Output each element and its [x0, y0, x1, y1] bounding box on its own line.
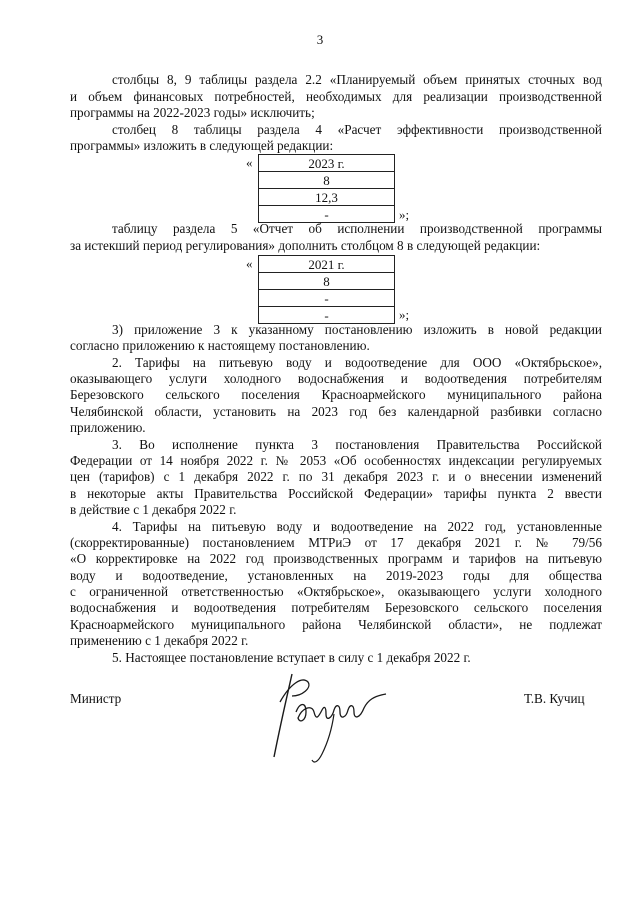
table-cell: - [259, 206, 395, 223]
text-line: Березовского сельского поселения Красноармейского муниципального района [70, 387, 602, 402]
table-cell: 8 [259, 172, 395, 189]
text-line: применению с 1 декабря 2022 г. [70, 633, 249, 648]
signatory-title: Министр [70, 691, 122, 706]
text-line: за истекший период регулирования» дополнить столбцом 8 в следующей редакции: [70, 238, 541, 253]
text-line: «О корректировке на 2022 год производственных программ и тарифов на питьевую [70, 551, 602, 566]
page-number: 3 [316, 32, 324, 47]
text-line: и объем финансовых потребностей, необходимых для реализации производственной [70, 89, 602, 104]
text-line: с ограниченной ответственностью «Октябрьское», оказывающего услуги холодного [70, 584, 602, 599]
text-line: (скорректированные) постановлением МТРиЭ от 17 декабря 2021 г. № 79/56 [70, 535, 602, 550]
table-cell: 2023 г. [259, 155, 395, 172]
table-cell: 2021 г. [259, 256, 395, 273]
text-line: Красноармейского муниципального района Челябинской области», не подлежат [70, 617, 602, 632]
table-close-quote: »; [399, 307, 410, 322]
text-line: столбец 8 таблицы раздела 4 «Расчет эффективности производственной [112, 122, 602, 137]
text-line: в действие с 1 декабря 2022 г. [70, 502, 237, 517]
text-line: Челябинской области, установить на 2023 год без календарной разбивки согласно [70, 404, 602, 419]
table-cell: 12,3 [259, 189, 395, 206]
signatory-name: Т.В. Кучиц [524, 691, 585, 706]
text-line: 2. Тарифы на питьевую воду и водоотведение для ООО «Октябрьское», [112, 355, 602, 370]
handwritten-signature [262, 662, 394, 772]
text-line: оказывающего услуги холодного водоснабжения и водоотведения потребителям [70, 371, 602, 386]
text-line: 3. Во исполнение пункта 3 постановления Правительства Российской [112, 437, 602, 452]
text-line: в некоторые акты Правительства Российской Федерации» тарифы пункта 2 ввести [70, 486, 602, 501]
report-table [258, 255, 395, 324]
text-line: воду и водоотведение, установленных на 2019-2023 годы для общества [70, 568, 602, 583]
text-line: 4. Тарифы на питьевую воду и водоотведение на 2022 год, установленные [112, 519, 602, 534]
text-line: согласно приложению к настоящему постановлению. [70, 338, 370, 353]
table-close-quote: »; [399, 207, 410, 222]
text-line: программы на 2022-2023 годы» исключить; [70, 105, 315, 120]
table-cell: - [259, 307, 395, 324]
text-line: водоснабжения и водоотведения потребителям Березовского сельского поселения [70, 600, 602, 615]
table-open-quote: « [246, 155, 253, 170]
text-line: 3) приложение 3 к указанному постановлению изложить в новой редакции [112, 322, 602, 337]
efficiency-table [258, 154, 395, 223]
text-line: цен (тарифов) с 1 декабря 2022 г. по 31 декабря 2023 г. и о внесении изменений [70, 469, 602, 484]
table-cell: - [259, 290, 395, 307]
text-line: 5. Настоящее постановление вступает в силу с 1 декабря 2022 г. [112, 650, 471, 665]
text-line: столбцы 8, 9 таблицы раздела 2.2 «Планируемый объем принятых сточных вод [112, 72, 602, 87]
table-cell: 8 [259, 273, 395, 290]
table-open-quote: « [246, 256, 253, 271]
text-line: Федерации от 14 ноября 2022 г. № 2053 «Об особенностях индексации регулируемых [70, 453, 602, 468]
text-line: приложению. [70, 420, 146, 435]
text-line: таблицу раздела 5 «Отчет об исполнении производственной программы [112, 221, 602, 236]
text-line: программы» изложить в следующей редакции: [70, 138, 334, 153]
